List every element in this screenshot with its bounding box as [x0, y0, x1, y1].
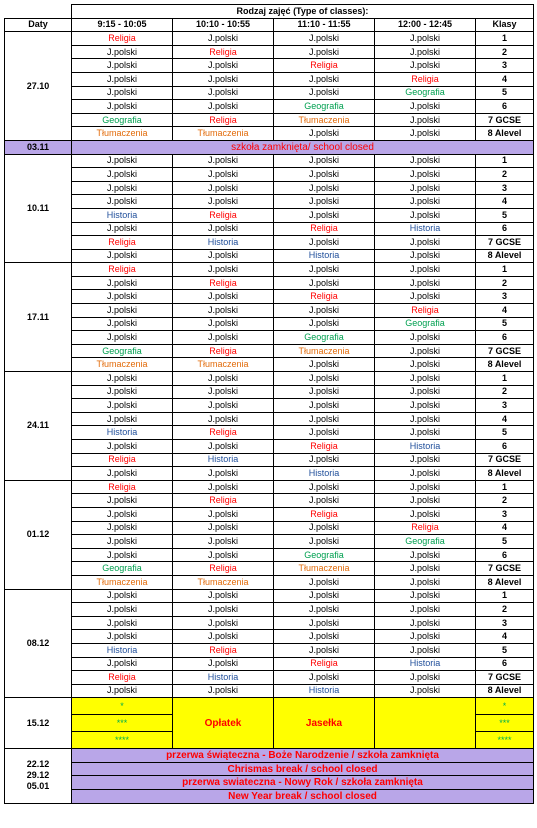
lesson-cell: J.polski	[72, 603, 173, 617]
lesson-cell: J.polski	[173, 399, 274, 413]
lesson-cell: J.polski	[375, 467, 476, 481]
week-date: 01.12	[5, 480, 72, 589]
lesson-cell: J.polski	[173, 603, 274, 617]
class-label: 7 GCSE	[476, 671, 534, 685]
lesson-cell: Religia	[173, 426, 274, 440]
lesson-cell: J.polski	[72, 535, 173, 549]
lesson-cell: J.polski	[274, 358, 375, 372]
week-date: 10.11	[5, 154, 72, 263]
lesson-cell: Religia	[173, 643, 274, 657]
lesson-cell: J.polski	[274, 630, 375, 644]
lesson-cell: J.polski	[173, 59, 274, 73]
stars-decoration: ***	[476, 715, 534, 732]
class-label: 8 Alevel	[476, 684, 534, 698]
lesson-cell: Religia	[173, 208, 274, 222]
class-label: 8 Alevel	[476, 249, 534, 263]
lesson-cell: J.polski	[375, 331, 476, 345]
class-label: 1	[476, 372, 534, 386]
week-date: 27.10	[5, 32, 72, 141]
class-label: 5	[476, 535, 534, 549]
lesson-cell: J.polski	[274, 480, 375, 494]
lesson-cell: J.polski	[274, 603, 375, 617]
lesson-cell: J.polski	[173, 168, 274, 182]
lesson-cell: Historia	[72, 426, 173, 440]
lesson-cell: J.polski	[173, 616, 274, 630]
lesson-cell: J.polski	[72, 548, 173, 562]
lesson-cell: J.polski	[173, 535, 274, 549]
class-label: 1	[476, 480, 534, 494]
lesson-cell: J.polski	[173, 86, 274, 100]
lesson-cell: J.polski	[274, 385, 375, 399]
lesson-cell: Geografia	[375, 86, 476, 100]
class-label: 3	[476, 59, 534, 73]
lesson-cell: J.polski	[173, 548, 274, 562]
lesson-cell: J.polski	[274, 671, 375, 685]
lesson-cell: J.polski	[274, 399, 375, 413]
lesson-cell: J.polski	[274, 426, 375, 440]
lesson-cell: J.polski	[274, 45, 375, 59]
lesson-cell: J.polski	[173, 480, 274, 494]
lesson-cell: J.polski	[375, 168, 476, 182]
holiday-notice: przerwa swiateczna - Nowy Rok / szkoła zamknięta	[72, 776, 534, 790]
header-slot: 9:15 - 10:05	[72, 18, 173, 32]
lesson-cell: Historia	[375, 657, 476, 671]
lesson-cell: J.polski	[173, 249, 274, 263]
lesson-cell: Tłumaczenia	[274, 344, 375, 358]
class-label: 2	[476, 494, 534, 508]
lesson-cell: J.polski	[274, 575, 375, 589]
holiday-date: 29.12	[26, 770, 50, 781]
lesson-cell: J.polski	[375, 208, 476, 222]
lesson-cell: J.polski	[375, 603, 476, 617]
lesson-cell: J.polski	[375, 344, 476, 358]
lesson-cell: Historia	[173, 453, 274, 467]
lesson-cell: J.polski	[72, 72, 173, 86]
lesson-cell: Historia	[274, 684, 375, 698]
header-title: Rodzaj zajęć (Type of classes):	[72, 5, 534, 19]
class-label: 4	[476, 412, 534, 426]
class-label: 7 GCSE	[476, 453, 534, 467]
stars-decoration: ****	[72, 732, 173, 749]
lesson-cell: J.polski	[375, 32, 476, 46]
event-oplatek: Opłatek	[173, 698, 274, 749]
class-label: 5	[476, 208, 534, 222]
lesson-cell: J.polski	[274, 86, 375, 100]
lesson-cell: Historia	[173, 671, 274, 685]
lesson-cell: J.polski	[274, 412, 375, 426]
lesson-cell: J.polski	[173, 385, 274, 399]
lesson-cell: Tłumaczenia	[274, 562, 375, 576]
lesson-cell: Tłumaczenia	[72, 358, 173, 372]
lesson-cell: J.polski	[375, 507, 476, 521]
lesson-cell: J.polski	[375, 643, 476, 657]
lesson-cell: J.polski	[274, 32, 375, 46]
class-label: 5	[476, 317, 534, 331]
lesson-cell: J.polski	[375, 195, 476, 209]
lesson-cell: J.polski	[72, 372, 173, 386]
lesson-cell: J.polski	[375, 385, 476, 399]
lesson-cell: J.polski	[72, 467, 173, 481]
lesson-cell: Tłumaczenia	[72, 127, 173, 141]
class-label: 1	[476, 32, 534, 46]
lesson-cell: J.polski	[375, 154, 476, 168]
lesson-cell: Religia	[274, 507, 375, 521]
lesson-cell: J.polski	[72, 249, 173, 263]
week-date: 24.11	[5, 372, 72, 481]
lesson-cell: J.polski	[173, 440, 274, 454]
lesson-cell: J.polski	[375, 684, 476, 698]
class-label: 7 GCSE	[476, 236, 534, 250]
lesson-cell: J.polski	[375, 399, 476, 413]
lesson-cell: J.polski	[72, 181, 173, 195]
lesson-cell: J.polski	[274, 616, 375, 630]
timetable	[4, 4, 534, 804]
lesson-cell: Religia	[173, 494, 274, 508]
lesson-cell: Religia	[72, 480, 173, 494]
lesson-cell: J.polski	[274, 236, 375, 250]
header-slot: 12:00 - 12:45	[375, 18, 476, 32]
lesson-cell: Religia	[375, 521, 476, 535]
lesson-cell: Religia	[72, 32, 173, 46]
holiday-notice: przerwa świąteczna - Boże Narodzenie / szkoła zamknięta	[72, 749, 534, 763]
lesson-cell: Religia	[274, 222, 375, 236]
class-label: 8 Alevel	[476, 358, 534, 372]
lesson-cell: Religia	[173, 276, 274, 290]
lesson-cell: Geografia	[72, 344, 173, 358]
lesson-cell: Religia	[72, 453, 173, 467]
lesson-cell: J.polski	[375, 671, 476, 685]
lesson-cell: J.polski	[375, 263, 476, 277]
lesson-cell: Tłumaczenia	[173, 127, 274, 141]
lesson-cell: J.polski	[173, 521, 274, 535]
lesson-cell: J.polski	[274, 643, 375, 657]
lesson-cell: J.polski	[173, 317, 274, 331]
lesson-cell: J.polski	[173, 195, 274, 209]
lesson-cell: J.polski	[274, 72, 375, 86]
lesson-cell: J.polski	[72, 290, 173, 304]
lesson-cell: J.polski	[375, 589, 476, 603]
lesson-cell: J.polski	[72, 521, 173, 535]
lesson-cell: J.polski	[274, 263, 375, 277]
lesson-cell: Geografia	[274, 331, 375, 345]
header-slot: 11:10 - 11:55	[274, 18, 375, 32]
lesson-cell: Geografia	[375, 317, 476, 331]
lesson-cell: J.polski	[173, 100, 274, 114]
lesson-cell: J.polski	[274, 372, 375, 386]
class-label: 4	[476, 304, 534, 318]
lesson-cell: J.polski	[375, 276, 476, 290]
lesson-cell: J.polski	[72, 385, 173, 399]
lesson-cell: Tłumaczenia	[173, 575, 274, 589]
lesson-cell: J.polski	[72, 168, 173, 182]
class-label: 6	[476, 440, 534, 454]
lesson-cell: Historia	[375, 222, 476, 236]
header-spacer	[5, 5, 72, 19]
class-label: 4	[476, 521, 534, 535]
class-label: 1	[476, 154, 534, 168]
class-label: 6	[476, 548, 534, 562]
class-label: 2	[476, 603, 534, 617]
lesson-cell: J.polski	[173, 630, 274, 644]
lesson-cell: J.polski	[72, 317, 173, 331]
lesson-cell: Historia	[72, 643, 173, 657]
lesson-cell: Religia	[274, 59, 375, 73]
holiday-date: 05.01	[26, 781, 50, 792]
lesson-cell: Tłumaczenia	[173, 358, 274, 372]
lesson-cell: J.polski	[72, 399, 173, 413]
lesson-cell: J.polski	[173, 331, 274, 345]
lesson-cell: J.polski	[375, 45, 476, 59]
holiday-date: 22.12	[26, 759, 50, 770]
lesson-cell: J.polski	[274, 453, 375, 467]
lesson-cell: J.polski	[72, 616, 173, 630]
lesson-cell: J.polski	[72, 589, 173, 603]
stars-decoration: ****	[476, 732, 534, 749]
lesson-cell: Tłumaczenia	[72, 575, 173, 589]
lesson-cell: J.polski	[375, 453, 476, 467]
lesson-cell: J.polski	[375, 113, 476, 127]
lesson-cell: J.polski	[72, 684, 173, 698]
lesson-cell: J.polski	[72, 100, 173, 114]
lesson-cell: J.polski	[274, 208, 375, 222]
class-label: 2	[476, 168, 534, 182]
lesson-cell: Geografia	[375, 535, 476, 549]
lesson-cell: J.polski	[375, 127, 476, 141]
lesson-cell: Historia	[375, 440, 476, 454]
lesson-cell: Religia	[274, 440, 375, 454]
class-label: 6	[476, 657, 534, 671]
lesson-cell: J.polski	[173, 290, 274, 304]
week-date: 17.11	[5, 263, 72, 372]
header-slot: 10:10 - 10:55	[173, 18, 274, 32]
lesson-cell: J.polski	[173, 263, 274, 277]
lesson-cell: J.polski	[375, 562, 476, 576]
lesson-cell: Historia	[274, 249, 375, 263]
lesson-cell: J.polski	[173, 684, 274, 698]
lesson-cell: Geografia	[274, 100, 375, 114]
lesson-cell: J.polski	[274, 154, 375, 168]
lesson-cell: J.polski	[72, 304, 173, 318]
lesson-cell: Religia	[173, 562, 274, 576]
class-label: 3	[476, 290, 534, 304]
lesson-cell: J.polski	[375, 100, 476, 114]
stars-decoration: *	[72, 698, 173, 715]
lesson-cell: Religia	[173, 344, 274, 358]
lesson-cell: Historia	[173, 236, 274, 250]
class-label: 1	[476, 589, 534, 603]
lesson-cell: J.polski	[72, 86, 173, 100]
lesson-cell: J.polski	[375, 412, 476, 426]
lesson-cell: J.polski	[72, 507, 173, 521]
stars-decoration: *	[476, 698, 534, 715]
lesson-cell: J.polski	[173, 372, 274, 386]
lesson-cell: Historia	[72, 208, 173, 222]
holiday-dates	[5, 749, 72, 803]
lesson-cell: J.polski	[72, 440, 173, 454]
lesson-cell: J.polski	[375, 358, 476, 372]
lesson-cell: Religia	[375, 304, 476, 318]
class-label: 3	[476, 616, 534, 630]
lesson-cell: Religia	[72, 671, 173, 685]
lesson-cell: J.polski	[72, 59, 173, 73]
lesson-cell: Religia	[173, 113, 274, 127]
lesson-cell: J.polski	[375, 59, 476, 73]
lesson-cell: J.polski	[375, 426, 476, 440]
class-label: 3	[476, 399, 534, 413]
stars-decoration: ***	[72, 715, 173, 732]
class-label: 6	[476, 222, 534, 236]
lesson-cell: J.polski	[173, 72, 274, 86]
lesson-cell: Religia	[173, 45, 274, 59]
event-spacer	[375, 698, 476, 749]
class-label: 5	[476, 643, 534, 657]
week-date: 08.12	[5, 589, 72, 698]
lesson-cell: J.polski	[274, 181, 375, 195]
lesson-cell: Religia	[72, 236, 173, 250]
lesson-cell: J.polski	[72, 195, 173, 209]
header-class-col: Klasy	[476, 18, 534, 32]
lesson-cell: J.polski	[72, 222, 173, 236]
lesson-cell: J.polski	[173, 154, 274, 168]
lesson-cell: Geografia	[72, 113, 173, 127]
lesson-cell: J.polski	[274, 168, 375, 182]
lesson-cell: J.polski	[375, 181, 476, 195]
lesson-cell: Tłumaczenia	[274, 113, 375, 127]
lesson-cell: J.polski	[274, 127, 375, 141]
class-label: 8 Alevel	[476, 467, 534, 481]
lesson-cell: J.polski	[274, 276, 375, 290]
lesson-cell: J.polski	[274, 195, 375, 209]
class-label: 1	[476, 263, 534, 277]
lesson-cell: J.polski	[375, 290, 476, 304]
school-closed-notice: szkoła zamknięta/ school closed	[72, 140, 534, 154]
class-label: 5	[476, 426, 534, 440]
lesson-cell: Religia	[274, 290, 375, 304]
lesson-cell: J.polski	[72, 630, 173, 644]
lesson-cell: J.polski	[72, 412, 173, 426]
lesson-cell: J.polski	[375, 480, 476, 494]
lesson-cell: J.polski	[72, 276, 173, 290]
lesson-cell: J.polski	[173, 304, 274, 318]
lesson-cell: J.polski	[173, 507, 274, 521]
class-label: 7 GCSE	[476, 562, 534, 576]
lesson-cell: Geografia	[274, 548, 375, 562]
lesson-cell: J.polski	[274, 589, 375, 603]
lesson-cell: Geografia	[72, 562, 173, 576]
class-label: 3	[476, 181, 534, 195]
lesson-cell: J.polski	[72, 657, 173, 671]
class-label: 2	[476, 276, 534, 290]
class-label: 5	[476, 86, 534, 100]
class-label: 3	[476, 507, 534, 521]
lesson-cell: J.polski	[274, 494, 375, 508]
lesson-cell: J.polski	[375, 616, 476, 630]
lesson-cell: Religia	[274, 657, 375, 671]
lesson-cell: J.polski	[173, 589, 274, 603]
class-label: 4	[476, 630, 534, 644]
event-jaselka: Jasełka	[274, 698, 375, 749]
lesson-cell: J.polski	[173, 181, 274, 195]
lesson-cell: J.polski	[375, 630, 476, 644]
lesson-cell: J.polski	[274, 521, 375, 535]
lesson-cell: J.polski	[375, 249, 476, 263]
week-date: 03.11	[5, 140, 72, 154]
lesson-cell: J.polski	[375, 494, 476, 508]
lesson-cell: J.polski	[72, 331, 173, 345]
lesson-cell: Religia	[375, 72, 476, 86]
class-label: 8 Alevel	[476, 127, 534, 141]
lesson-cell: J.polski	[72, 45, 173, 59]
lesson-cell: Religia	[72, 263, 173, 277]
lesson-cell: J.polski	[173, 657, 274, 671]
class-label: 7 GCSE	[476, 344, 534, 358]
class-label: 6	[476, 100, 534, 114]
lesson-cell: J.polski	[72, 494, 173, 508]
header-date-col: Daty	[5, 18, 72, 32]
holiday-notice: Chrismas break / school closed	[72, 762, 534, 776]
class-label: 4	[476, 195, 534, 209]
class-label: 6	[476, 331, 534, 345]
lesson-cell: J.polski	[375, 372, 476, 386]
lesson-cell: J.polski	[375, 575, 476, 589]
lesson-cell: J.polski	[173, 467, 274, 481]
lesson-cell: J.polski	[72, 154, 173, 168]
lesson-cell: J.polski	[375, 236, 476, 250]
class-label: 8 Alevel	[476, 575, 534, 589]
lesson-cell: J.polski	[274, 535, 375, 549]
class-label: 7 GCSE	[476, 113, 534, 127]
lesson-cell: J.polski	[173, 222, 274, 236]
class-label: 2	[476, 385, 534, 399]
class-label: 4	[476, 72, 534, 86]
lesson-cell: Historia	[274, 467, 375, 481]
lesson-cell: J.polski	[274, 317, 375, 331]
lesson-cell: J.polski	[173, 32, 274, 46]
lesson-cell: J.polski	[375, 548, 476, 562]
lesson-cell: J.polski	[173, 412, 274, 426]
holiday-notice: New Year break / school closed	[72, 790, 534, 804]
week-date: 15.12	[5, 698, 72, 749]
lesson-cell: J.polski	[274, 304, 375, 318]
class-label: 2	[476, 45, 534, 59]
